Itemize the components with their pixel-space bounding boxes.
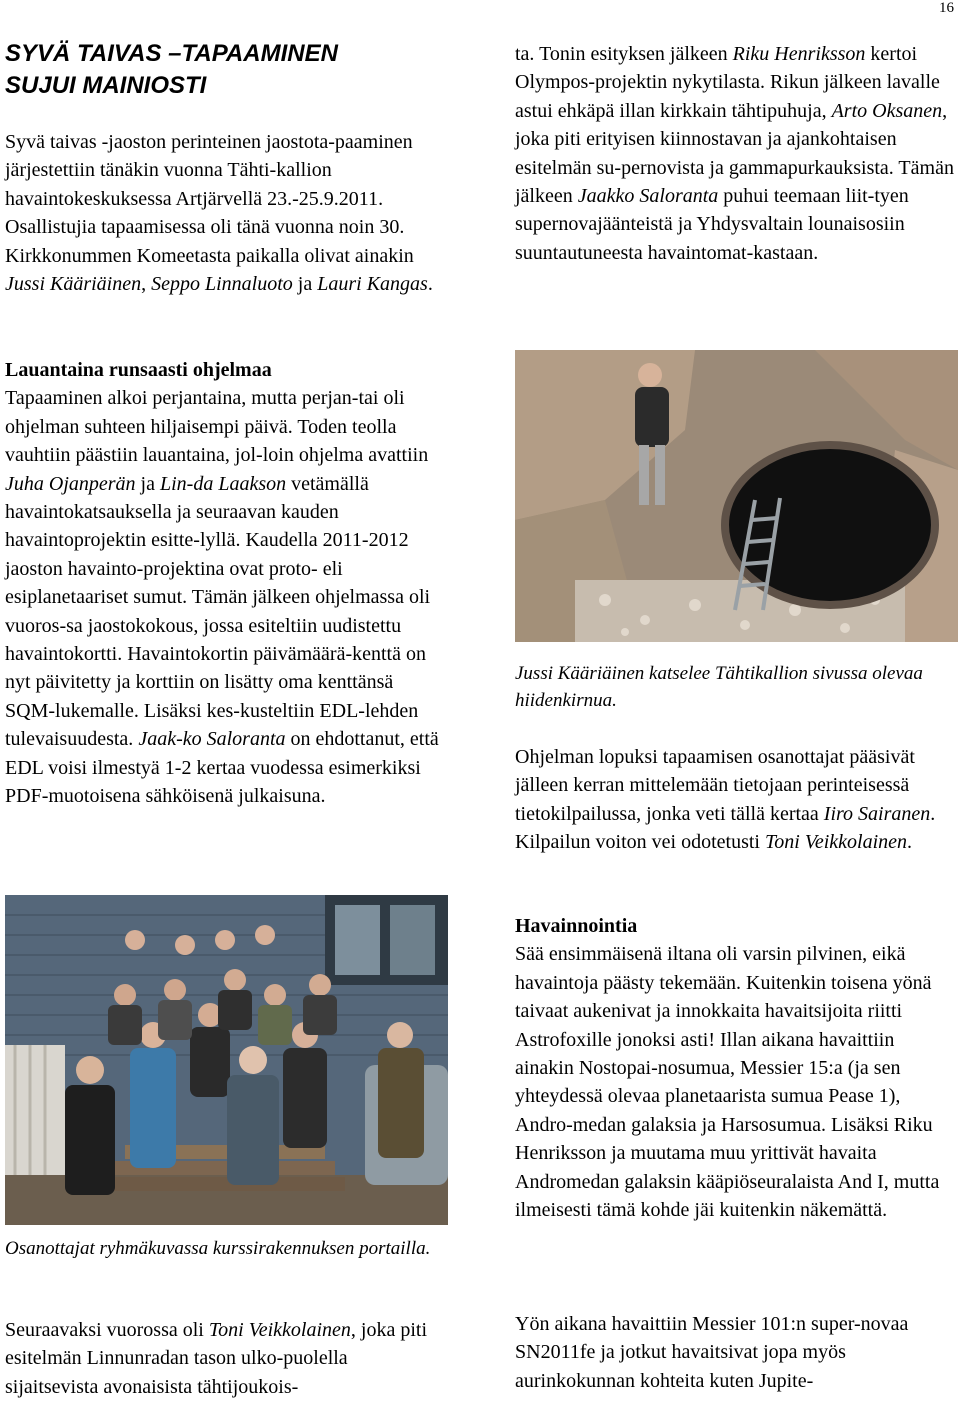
- right-text-1: ta. Tonin esityksen jälkeen: [515, 43, 733, 65]
- name-riku: Riku Henriksson: [732, 43, 866, 65]
- name-lauri: Lauri Kangas: [317, 273, 428, 296]
- page-number: 16: [939, 0, 954, 16]
- saturday-paragraph: [5, 356, 445, 811]
- intro-section: [5, 128, 445, 298]
- article-title: [5, 38, 445, 102]
- saturday-text-1: Tapaaminen alkoi perjantaina, mutta perjan-tai oli ohjelman suhteen hiljaisempi päivä. Toden teolla vauhtiin päästiin lauantaina, jol-loin ohjelma avattiin: [5, 387, 429, 467]
- name-jaakko: Jaak-ko Saloranta: [138, 728, 286, 751]
- name-arto: Arto Oksanen: [831, 99, 943, 122]
- right-text-2: kertoi Olympos-projektin nykytilasta. Rikun jälkeen lavalle astui ehkäpä illan kirkkain tähtipuhuja,: [515, 43, 940, 122]
- observing-paragraph-2: Yön aikana havaittiin Messier 101:n super-novaa SN2011fe ja jotkut havaitsivat jopa myös aurinkokunnan kohteita kuten Jupite-: [515, 1313, 909, 1392]
- name-jussi: Jussi Kääriäinen: [5, 273, 142, 296]
- pothole-photo: [515, 350, 958, 642]
- program-end-paragraph: [515, 743, 955, 857]
- group-photo: [5, 895, 448, 1225]
- name-linda: Lin-da Laakson: [159, 472, 287, 495]
- name-iiro: Iiro Sairanen: [823, 802, 931, 825]
- saturday-section: [5, 356, 445, 811]
- name-jaakko-2: Jaakko Saloranta: [577, 185, 719, 208]
- group-photo-illustration: [5, 895, 448, 1225]
- observing-paragraph: [515, 912, 955, 1224]
- intro-text-1: Syvä taivas -jaoston perinteinen jaostota-paaminen järjestettiin tänäkin vuonna Tähti-kallion havaintokeskuksessa Artjärvellä 23.-25.9.2011. Osallistujia tapaamisessa oli tänä vuonna noin 30. Kirkkonummen Komeetasta paikalla olivat ainakin: [5, 131, 414, 267]
- saturday-text-2: ja: [135, 472, 160, 495]
- title-line-2: SUJUI MAINIOSTI: [5, 72, 207, 99]
- name-seppo: Seppo Linnaluoto: [151, 273, 293, 296]
- title-line-1: SYVÄ TAIVAS –TAPAAMINEN: [5, 40, 338, 67]
- observing-heading: Havainnointia: [515, 915, 638, 937]
- observing-text: Sää ensimmäisenä iltana oli varsin pilvinen, eikä havaintoja päästy tekemään. Kuitenkin toisena yönä taivaat aukenivat ja innokkaita havaitsijoita riitti Astrofoxille jonoksi asti! Illan aikana havaittiin ainakin Nostopai-nosumua, Messier 15:a (ja sen yhteydessä olevaa planetaarista sumua Pease 1), Andro-medan galaksia ja Harsosumua. Lisäksi Riku Henriksson ja muutama muu yrittivät havaita Andromedan galaksin kääpiöseuralaista And I, mutta ilmeisesti tämä kohde jäi kuitenkin näkemättä.: [515, 943, 940, 1222]
- observing-section-2: [515, 1310, 955, 1395]
- intro-paragraph: [5, 128, 445, 298]
- pothole-photo-illustration: [515, 350, 958, 642]
- right-top-paragraph: [515, 40, 955, 267]
- hole-caption-block: [515, 660, 955, 714]
- group-caption-block: [5, 1235, 445, 1262]
- end-text-3: .: [907, 831, 913, 854]
- next-text-2: , joka piti esitelmän Linnunradan tason ulko-puolella sijaitsevista avonaisista tähtijoukois-: [5, 1319, 427, 1398]
- name-toni-2: Toni Veikkolainen: [764, 831, 908, 854]
- program-end-section: [515, 743, 955, 857]
- name-juha: Juha Ojanperän: [5, 472, 136, 495]
- intro-text-4: .: [427, 273, 433, 296]
- next-speaker-paragraph: [5, 1316, 445, 1401]
- right-top-section: [515, 40, 955, 267]
- saturday-text-4: on ehdottanut, että EDL voisi ilmestyä 1-2 kertaa vuodessa esimerkiksi PDF-muotoisena sähköisenä julkaisuna.: [5, 728, 439, 808]
- observing-section: [515, 912, 955, 1224]
- next-speaker-section: [5, 1316, 445, 1401]
- end-text-1: Ohjelman lopuksi tapaamisen osanottajat pääsivät jälleen kerran mittelemään tietojaan perinteisessä tietokilpailussa, jonka veti tällä kertaa: [515, 746, 915, 825]
- saturday-heading: Lauantaina runsaasti ohjelmaa: [5, 359, 272, 381]
- right-text-4: puhui teemaan liit-tyen supernovajäänteistä ja Yhdysvaltain lounaisosiin suuntautuneesta havaintomat-kastaan.: [515, 185, 909, 264]
- group-photo-caption: Osanottajat ryhmäkuvassa kurssirakennuksen portailla.: [5, 1238, 431, 1259]
- next-text-1: Seuraavaksi vuorossa oli: [5, 1319, 209, 1341]
- intro-text-2: ,: [141, 273, 152, 296]
- right-text-3: , joka piti erityisen kiinnostavan ja ajankohtaisen esitelmän su-pernovista ja gammapurkauksista. Tämän jälkeen: [515, 99, 954, 208]
- pothole-photo-caption: Jussi Kääriäinen katselee Tähtikallion sivussa olevaa hiidenkirnua.: [515, 663, 923, 711]
- intro-text-3: ja: [292, 273, 318, 296]
- saturday-text-3: vetämällä havaintokatsauksella ja seuraavan kauden havaintoprojektin esitte-lyllä. Kaudella 2011-2012 jaoston havainto-projektina ovat proto- eli esiplanetaariset sumut. Tämän jälkeen ohjelmassa oli vuoros-sa jaostokokous, jossa esiteltiin uudistettu havaintokortti. Havaintokortin päivämäärä-kenttä on nyt päivitetty ja korttiin on lisätty oma kenttänsä SQM-lukemalle. Lisäksi kes-kusteltiin EDL-lehden tulevaisuudesta.: [5, 472, 431, 751]
- end-text-2: . Kilpailun voiton vei odotetusti: [515, 802, 936, 854]
- name-toni: Toni Veikkolainen: [208, 1319, 351, 1341]
